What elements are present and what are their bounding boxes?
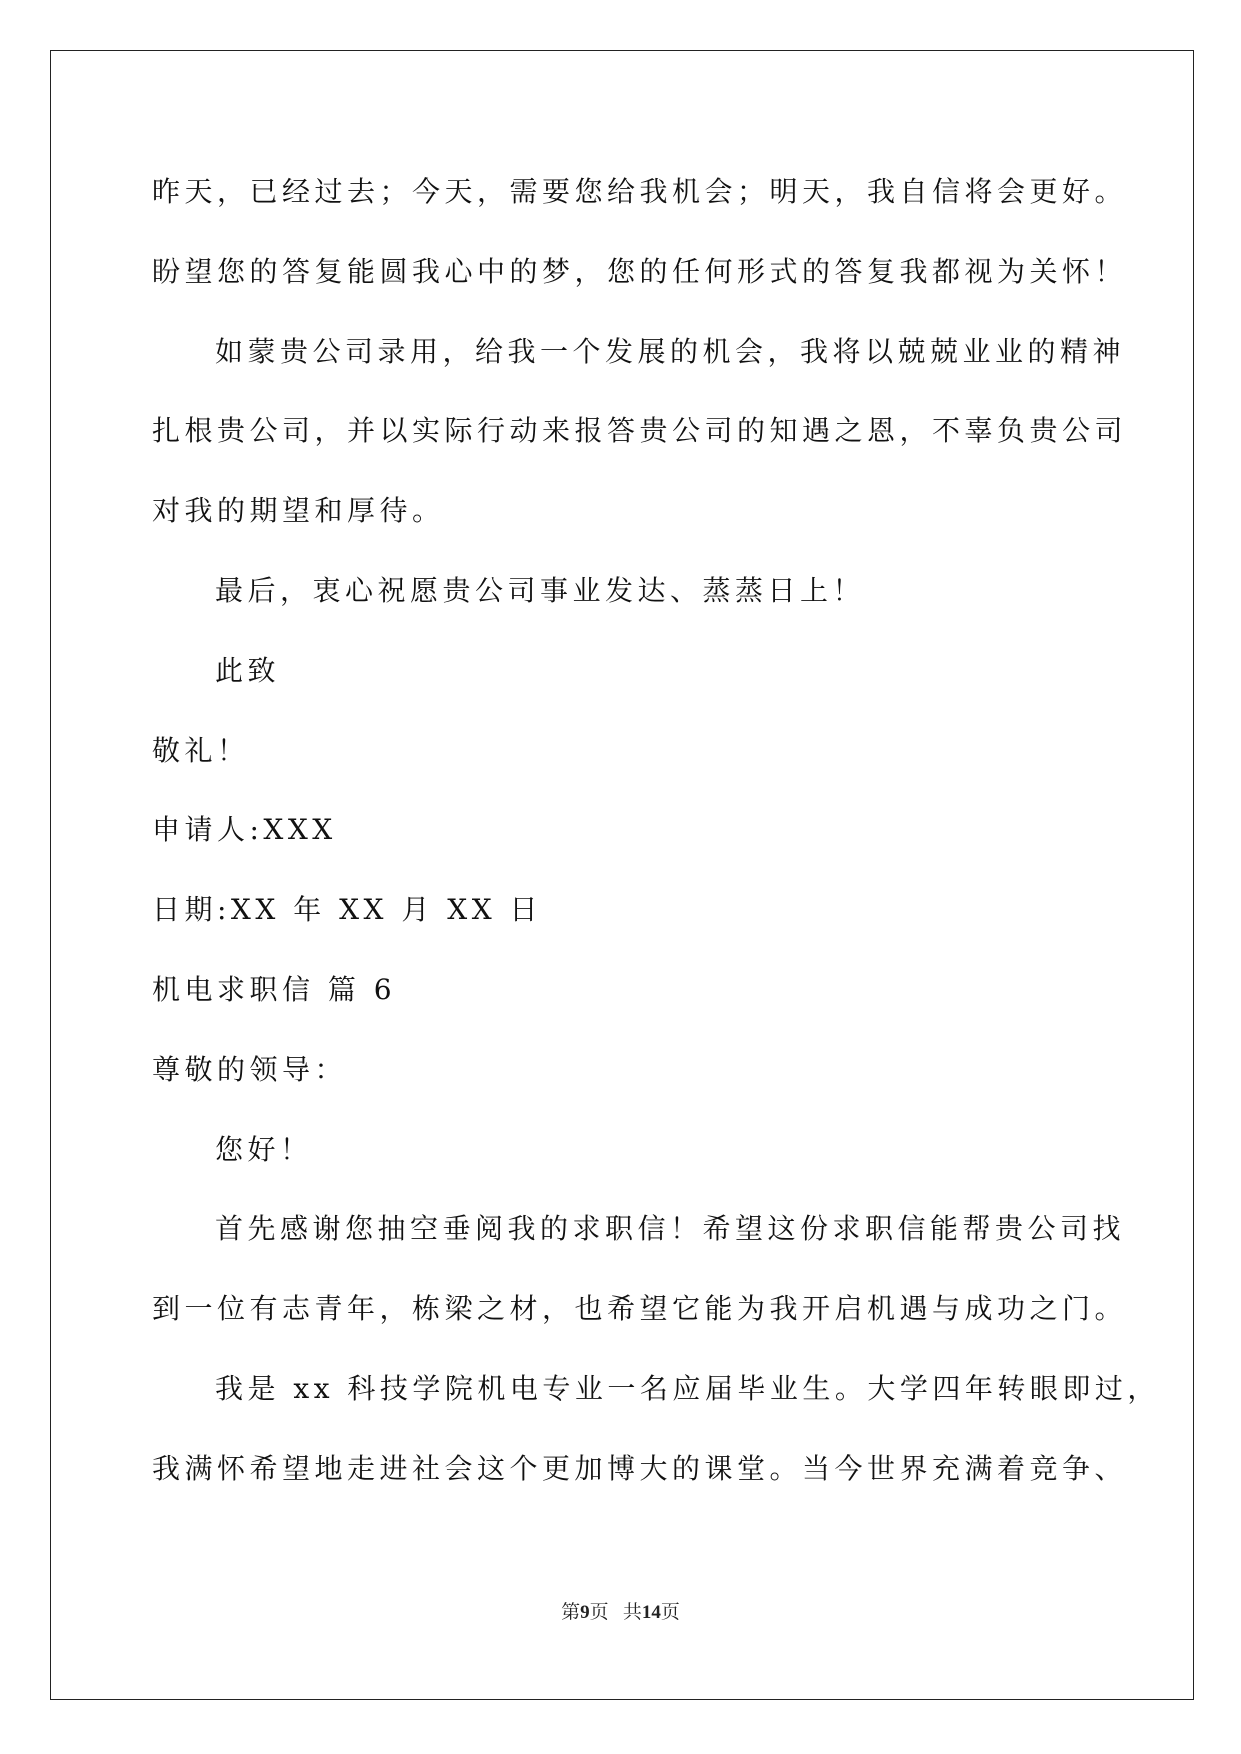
page-number: 9 <box>580 1602 590 1623</box>
page-footer: 第9页 共14页 <box>561 1602 680 1623</box>
page-total: 14 <box>641 1602 661 1623</box>
text-line: 日期:XX 年 XX 月 XX 日 <box>152 893 543 926</box>
text-line: 如蒙贵公司录用，给我一个发展的机会，我将以兢兢业业的精神 <box>215 335 1126 368</box>
section-heading: 机电求职信 篇 6 <box>152 973 397 1006</box>
text-line: 我满怀希望地走进社会这个更加博大的课堂。当今世界充满着竞争、 <box>152 1452 1128 1485</box>
text-line: 此致 <box>215 654 281 687</box>
text-line: 首先感谢您抽空垂阅我的求职信！希望这份求职信能帮贵公司找 <box>215 1212 1126 1245</box>
text-line: 最后，衷心祝愿贵公司事业发达、蒸蒸日上！ <box>215 574 866 607</box>
text-line: 尊敬的领导： <box>152 1053 348 1086</box>
text-line: 扎根贵公司，并以实际行动来报答贵公司的知遇之恩，不辜负贵公司 <box>152 414 1128 447</box>
text-line: 我是 xx 科技学院机电专业一名应届毕业生。大学四年转眼即过， <box>215 1372 1160 1405</box>
text-line: 对我的期望和厚待。 <box>152 494 445 527</box>
text-line: 昨天，已经过去；今天，需要您给我机会；明天，我自信将会更好。 <box>152 175 1128 208</box>
text-line: 您好！ <box>215 1133 313 1166</box>
text-line: 敬礼！ <box>152 734 250 767</box>
text-line: 申请人:XXX <box>152 813 337 846</box>
text-line: 盼望您的答复能圆我心中的梦，您的任何形式的答复我都视为关怀！ <box>152 255 1128 288</box>
text-line: 到一位有志青年，栋梁之材，也希望它能为我开启机遇与成功之门。 <box>152 1292 1128 1325</box>
